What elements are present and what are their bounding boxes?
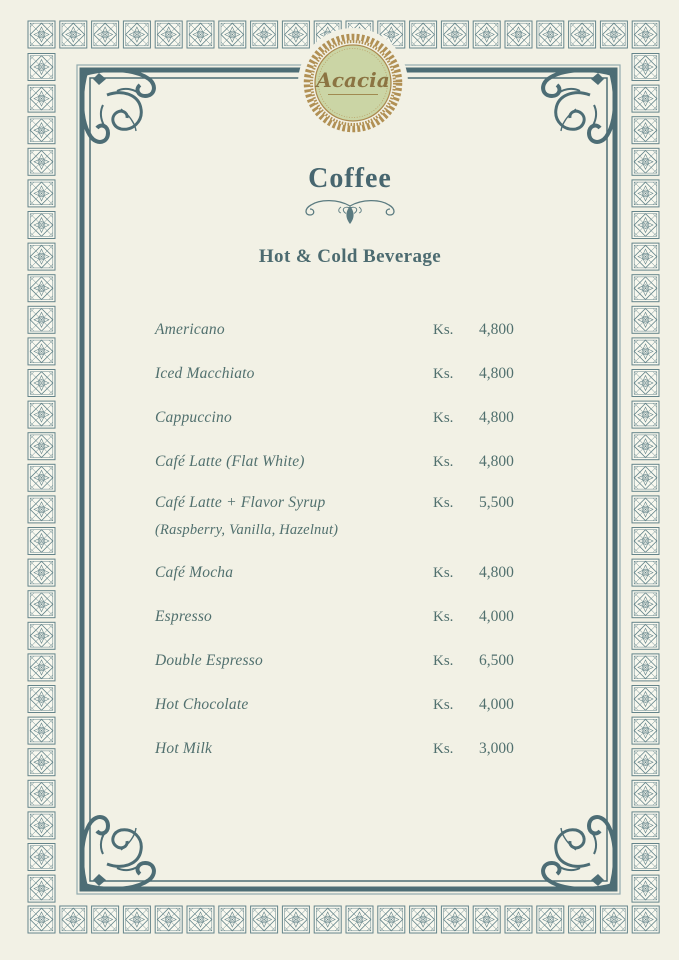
item-name: Hot Milk [155,740,213,757]
menu-item-row [155,683,513,727]
menu-list [155,308,513,771]
item-price: 4,800 [479,409,514,426]
item-currency: Ks. [433,322,454,338]
item-price: 4,800 [479,321,514,338]
item-note: (Raspberry, Vanilla, Hazelnut) [155,522,339,538]
item-name: Cappuccino [155,409,232,426]
item-price: 5,500 [479,494,514,511]
item-price: 3,000 [479,740,514,757]
item-price: 4,000 [479,608,514,625]
item-currency: Ks. [433,495,454,511]
page-title: Coffee [308,163,392,194]
menu-item-row [155,727,513,771]
item-currency: Ks. [433,366,454,382]
item-price: 6,500 [479,652,514,669]
item-currency: Ks. [433,454,454,470]
item-price: 4,800 [479,453,514,470]
item-name: Iced Macchiato [155,365,255,382]
menu-item-row [155,308,513,352]
item-currency: Ks. [433,697,454,713]
item-name: Espresso [155,608,213,625]
item-currency: Ks. [433,410,454,426]
menu-item-row [155,551,513,595]
item-name: Americano [155,321,225,338]
item-currency: Ks. [433,741,454,757]
menu-item-row [155,639,513,683]
item-currency: Ks. [433,609,454,625]
item-currency: Ks. [433,653,454,669]
menu-item-row [155,440,513,484]
item-name: Hot Chocolate [155,696,249,713]
item-name: Café Mocha [155,564,234,581]
menu-item-row [155,352,513,396]
item-name: Double Espresso [155,652,263,669]
brand-name: Acacia [316,68,390,92]
title-flourish-icon [298,197,402,227]
brand-medallion [293,23,413,143]
menu-item-row [155,595,513,639]
item-currency: Ks. [433,565,454,581]
item-name: Café Latte + Flavor Syrup [155,494,326,511]
item-price: 4,800 [479,365,514,382]
item-price: 4,800 [479,564,514,581]
menu-item-row [155,396,513,440]
menu-item-row [155,484,513,551]
item-name: Café Latte (Flat White) [155,453,305,470]
item-price: 4,000 [479,696,514,713]
section-header: Hot & Cold Beverage [258,246,442,267]
